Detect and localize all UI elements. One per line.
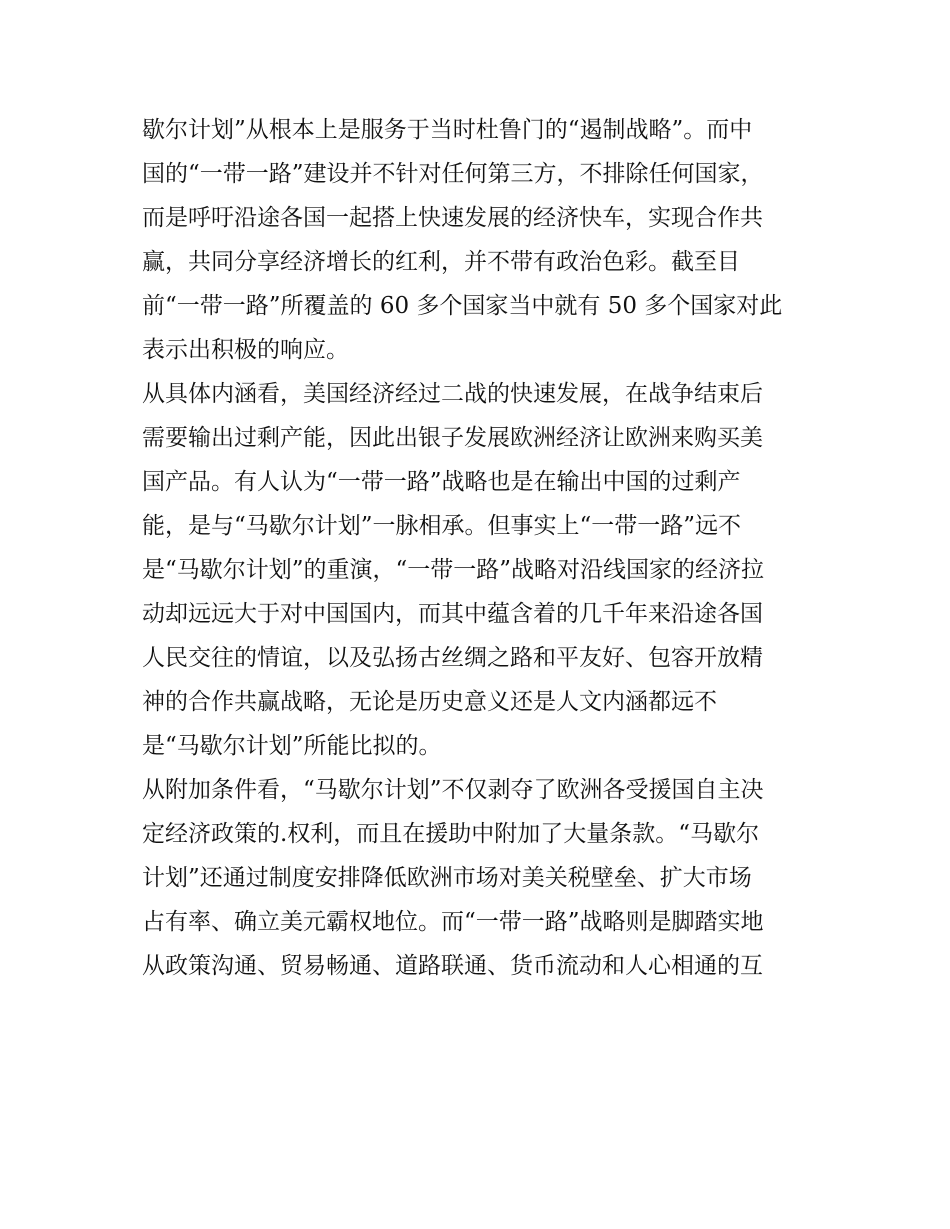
text-line: 国产品。有人认为“一带一路”战略也是在输出中国的过剩产 (142, 469, 741, 495)
text-line: 赢，共同分享经济增长的红利，并不带有政治色彩。截至目 (142, 249, 740, 275)
text-line: 歇尔计划”从根本上是服务于当时杜鲁门的“遏制战略”。而中 (142, 117, 753, 143)
text-line: 前“一带一路”所覆盖的 60 多个国家当中就有 50 多个国家对此 (142, 293, 783, 319)
text-line: 定经济政策的.权利，而且在援助中附加了大量条款。“马歇尔 (142, 821, 760, 847)
text-line: 占有率、确立美元霸权地位。而“一带一路”战略则是脚踏实地 (142, 909, 764, 935)
text-line: 能，是与“马歇尔计划”一脉相承。但事实上“一带一路”远不 (142, 513, 742, 539)
text-line: 动却远远大于对中国国内，而其中蕴含着的几千年来沿途各国 (142, 601, 763, 627)
text-line: 需要输出过剩产能，因此出银子发展欧洲经济让欧洲来购买美 (142, 425, 763, 451)
text-line: 而是呼吁沿途各国一起搭上快速发展的经济快车，实现合作共 (142, 205, 763, 231)
text-line: 计划”还通过制度安排降低欧洲市场对美关税壁垒、扩大市场 (142, 865, 752, 891)
text-line: 是“马歇尔计划”所能比拟的。 (142, 733, 442, 759)
text-line: 国的“一带一路”建设并不针对任何第三方，不排除任何国家， (142, 161, 764, 187)
text-line: 从具体内涵看，美国经济经过二战的快速发展，在战争结束后 (142, 381, 763, 407)
text-line: 是“马歇尔计划”的重演，“一带一路”战略对沿线国家的经济拉 (142, 557, 765, 583)
text-line: 表示出积极的响应。 (142, 337, 349, 363)
text-line: 人民交往的情谊，以及弘扬古丝绸之路和平友好、包容开放精 (142, 645, 763, 671)
text-line: 从政策沟通、贸易畅通、道路联通、货币流动和人心相通的互 (142, 953, 763, 979)
text-line: 神的合作共赢战略，无论是历史意义还是人文内涵都远不 (142, 689, 717, 715)
body-text (142, 108, 822, 988)
text-line: 从附加条件看，“马歇尔计划”不仅剥夺了欧洲各受援国自主决 (142, 777, 764, 803)
